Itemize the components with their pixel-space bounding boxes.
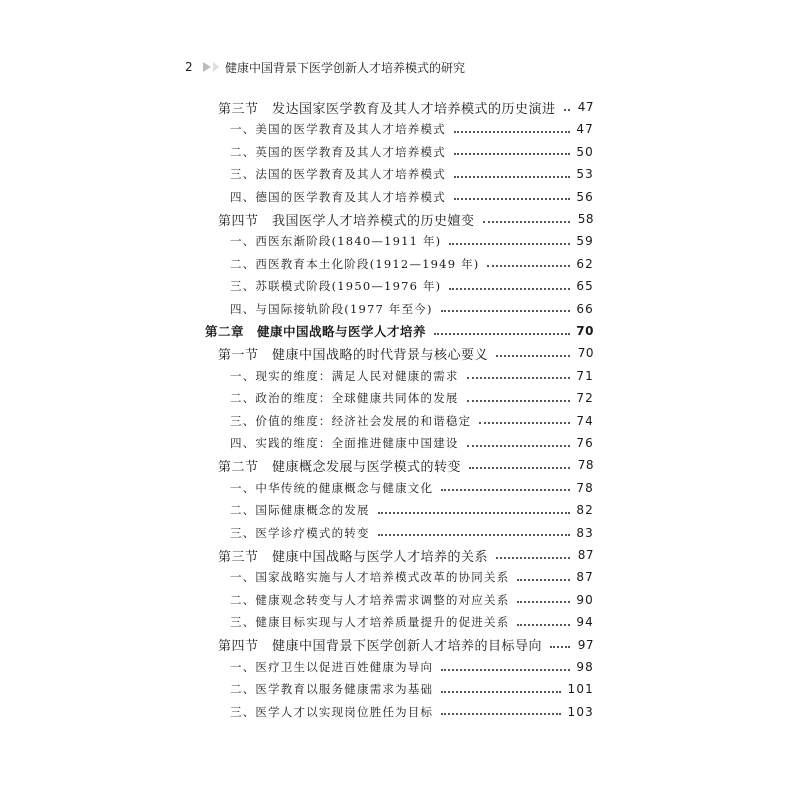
toc-entry-page: 74: [576, 413, 594, 428]
toc-entry-title: 四、实践的维度：全面推进健康中国建设: [230, 436, 459, 450]
dot-leader: [378, 533, 570, 536]
dot-leader: [454, 197, 570, 200]
toc-entry-sub: [230, 253, 594, 275]
dot-leader: [434, 332, 570, 335]
toc-entry-title: 三、法国的医学教育及其人才培养模式: [230, 167, 446, 182]
dot-leader: [496, 354, 570, 357]
toc-entry-page: 56: [576, 189, 594, 204]
toc-entry-page: 87: [577, 548, 594, 562]
toc-entry-sub: [230, 186, 594, 208]
toc-entry-title: 第三节 发达国家医学教育及其人才培养模式的历史演进: [218, 101, 556, 117]
dot-leader: [487, 264, 570, 267]
toc-entry-page: 101: [567, 682, 594, 697]
toc-entry-sub: [230, 678, 594, 700]
toc-entry-page: 50: [576, 144, 594, 159]
toc-entry-title: 二、西医教育本土化阶段(1912—1949 年): [230, 256, 480, 271]
toc-entry-title: 三、医学诊疗模式的转变: [230, 525, 370, 540]
dot-leader: [441, 668, 570, 671]
header-arrow-icon: [203, 62, 211, 72]
toc-entry-page: 76: [576, 436, 594, 450]
toc-entry-page: 83: [576, 525, 594, 540]
toc-entry-sub: [230, 387, 594, 409]
toc-entry-page: 97: [577, 637, 594, 652]
toc-entry-sub: [230, 589, 594, 611]
dot-leader: [467, 444, 570, 447]
toc-entry-sub: [230, 656, 594, 678]
toc-entry-section: [218, 208, 594, 230]
toc-entry-page: 53: [576, 167, 594, 182]
dot-leader: [517, 623, 570, 626]
toc-entry-title: 四、德国的医学教育及其人才培养模式: [230, 189, 446, 204]
dot-leader: [550, 645, 570, 648]
toc-entry-title: 第三节 健康中国战略与医学人才培养的关系: [218, 549, 489, 565]
dot-leader: [441, 690, 561, 693]
toc-entry-title: 二、医学教育以服务健康需求为基础: [230, 682, 434, 697]
toc-entry-sub: [230, 365, 594, 387]
dot-leader: [441, 488, 570, 491]
dot-leader: [449, 242, 570, 245]
dot-leader: [483, 220, 570, 223]
toc-entry-page: 98: [576, 660, 594, 674]
toc-entry-title: 三、价值的维度：经济社会发展的和谐稳定: [230, 413, 472, 428]
toc-entry-title: 二、英国的医学教育及其人才培养模式: [230, 144, 446, 159]
dot-leader: [454, 152, 570, 155]
toc-entry-page: 59: [576, 234, 594, 249]
toc-entry-title: 第一节 健康中国战略的时代背景与核心要义: [218, 347, 489, 363]
dot-leader: [517, 600, 570, 603]
toc-entry-page: 94: [576, 615, 594, 630]
toc-entry-page: 66: [576, 301, 594, 316]
dot-leader: [454, 175, 570, 178]
toc-entry-title: 二、国际健康概念的发展: [230, 503, 370, 518]
toc-entry-page: 58: [577, 212, 594, 226]
toc-entry-sub: [230, 141, 594, 163]
toc-entry-page: 90: [576, 592, 594, 607]
toc-entry-title: 二、健康观念转变与人才培养需求调整的对应关系: [230, 592, 510, 607]
toc-entry-section: [218, 342, 594, 364]
toc-entry-page: 70: [577, 346, 594, 361]
toc-entry-title: 第二节 健康概念发展与医学模式的转变: [218, 459, 462, 475]
toc-entry-title: 第四节 我国医学人才培养模式的历史嬗变: [218, 213, 475, 229]
dot-leader: [441, 712, 561, 715]
toc-entry-page: 65: [576, 279, 594, 294]
toc-entry-page: 47: [577, 100, 594, 114]
dot-leader: [467, 376, 570, 379]
toc-entry-chapter: [205, 320, 594, 342]
toc-entry-sub: [230, 522, 594, 544]
toc-entry-sub: [230, 118, 594, 140]
dot-leader: [378, 511, 570, 514]
toc-entry-page: 78: [577, 458, 594, 473]
toc-entry-title: 一、国家战略实施与人才培养模式改革的协同关系: [230, 570, 510, 585]
toc-entry-page: 71: [576, 368, 594, 383]
toc-entry-page: 78: [576, 480, 594, 495]
toc-entry-section: [218, 96, 594, 118]
toc-entry-title: 第二章 健康中国战略与医学人才培养: [205, 324, 427, 339]
book-title: 健康中国背景下医学创新人才培养模式的研究: [225, 60, 466, 75]
toc-entry-title: 二、政治的维度：全球健康共同体的发展: [230, 391, 459, 406]
toc-entry-title: 四、与国际接轨阶段(1977 年至今): [230, 301, 433, 316]
toc-entry-title: 一、西医东渐阶段(1840—1911 年): [230, 234, 442, 249]
header-arrow-shadow-icon: [213, 62, 219, 72]
dot-leader: [564, 108, 570, 111]
toc-entry-title: 第四节 健康中国背景下医学创新人才培养的目标导向: [218, 639, 543, 655]
dot-leader: [479, 421, 570, 424]
toc-entry-page: 87: [576, 570, 594, 585]
toc-entry-section: [218, 634, 594, 656]
dot-leader: [467, 399, 570, 402]
toc-entry-sub: [230, 611, 594, 633]
dot-leader: [441, 309, 570, 312]
running-header: [185, 58, 465, 76]
toc-entry-sub: [230, 566, 594, 588]
toc-entry-page: 62: [576, 256, 594, 271]
toc-entry-sub: [230, 410, 594, 432]
dot-leader: [517, 578, 570, 581]
toc-entry-sub: [230, 298, 594, 320]
toc-entry-sub: [230, 163, 594, 185]
dot-leader: [454, 130, 570, 133]
dot-leader: [449, 287, 570, 290]
toc-entry-title: 一、现实的维度：满足人民对健康的需求: [230, 368, 459, 383]
toc-entry-title: 三、苏联模式阶段(1950—1976 年): [230, 279, 442, 294]
toc-entry-sub: [230, 230, 594, 252]
toc-entry-title: 一、医疗卫生以促进百姓健康为导向: [230, 660, 434, 674]
toc-entry-sub: [230, 275, 594, 297]
toc-entry-page: 47: [576, 122, 594, 137]
toc-entry-title: 三、健康目标实现与人才培养质量提升的促进关系: [230, 615, 510, 630]
toc-entry-page: 72: [576, 391, 594, 406]
toc-entry-sub: [230, 477, 594, 499]
toc-entry-page: 70: [576, 324, 594, 338]
toc-entry-page: 103: [567, 704, 594, 719]
toc-entry-title: 一、美国的医学教育及其人才培养模式: [230, 122, 446, 137]
toc-entry-sub: [230, 432, 594, 454]
toc-entry-page: 82: [576, 503, 594, 518]
toc-entry-title: 一、中华传统的健康概念与健康文化: [230, 480, 434, 495]
dot-leader: [496, 556, 570, 559]
toc-entry-sub: [230, 499, 594, 521]
toc-entry-title: 三、医学人才以实现岗位胜任为目标: [230, 704, 434, 719]
page-number: 2: [185, 60, 193, 74]
toc-entry-sub: [230, 701, 594, 723]
dot-leader: [469, 466, 570, 469]
toc-entry-section: [218, 544, 594, 566]
toc-entry-section: [218, 454, 594, 476]
